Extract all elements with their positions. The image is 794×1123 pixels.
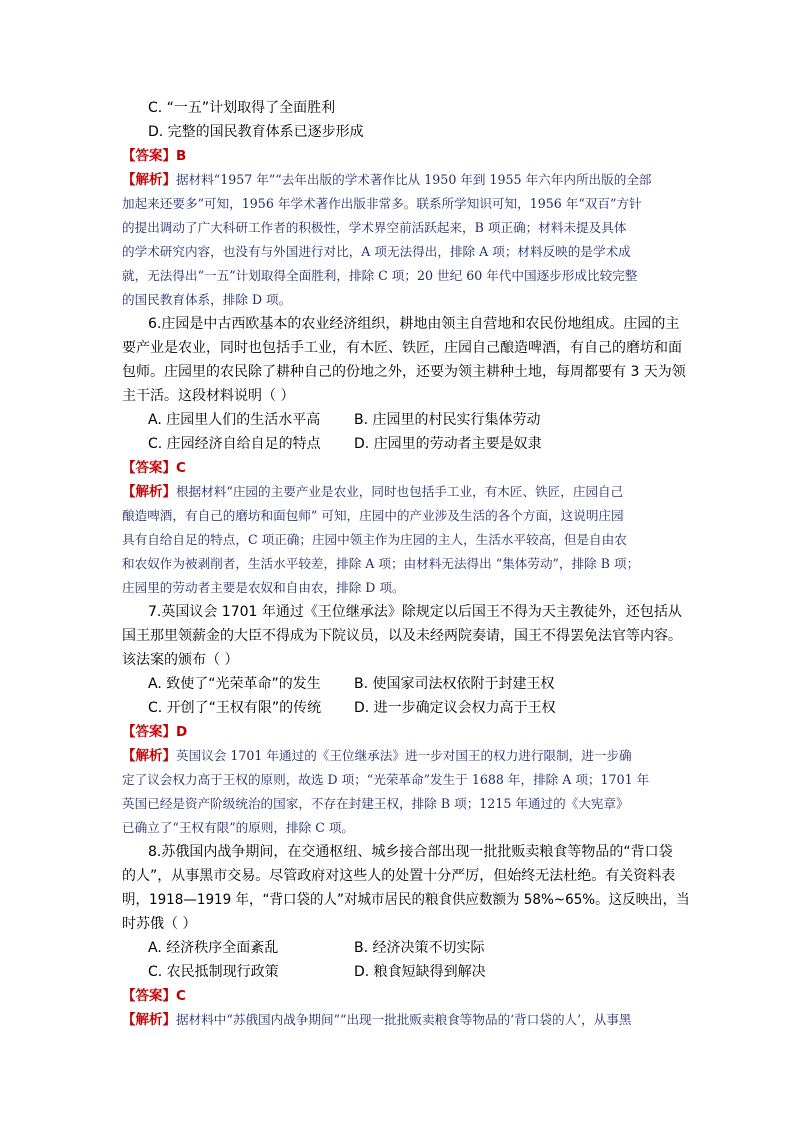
q8-option-c: C. 农民抵制现行政策 xyxy=(148,964,279,980)
analysis-label: 【解析】 xyxy=(122,172,176,188)
q6-option-d: D. 庄园里的劳动者主要是奴隶 xyxy=(354,436,542,452)
answer-value: C xyxy=(176,988,186,1004)
q7-analysis-line-3: 英国已经是资产阶级统治的国家，不存在封建王权，排除 B 项；1215 年通过的《大宪章》 xyxy=(122,796,629,811)
q6-stem-line-4: 主干活。这段材料说明（ ） xyxy=(122,388,295,404)
q6-option-b: B. 庄园里的村民实行集体劳动 xyxy=(354,412,541,428)
q8-stem-line-2: 的人”，从事黑市交易。尽管政府对这些人的处置十分严厉，但始终无法杜绝。有关资料表 xyxy=(122,868,676,884)
q7-option-a: A. 致使了“光荣革命”的发生 xyxy=(148,676,321,692)
answer-value: B xyxy=(176,148,187,164)
q6-analysis-line-4: 和农奴作为被剥削者，生活水平较差，排除 A 项；由材料无法得出 “集体劳动”，排除 B 项； xyxy=(122,556,640,571)
q8-analysis-line-1: 【解析】据材料中“苏俄国内战争期间”“出现一批批贩卖粮食等物品的‘背口袋的人’，从事黑 xyxy=(122,1012,632,1028)
q6-analysis-line-2: 酿造啤酒，有自己的磨坊和面包师” 可知，庄园中的产业涉及生活的各个方面，这说明庄园 xyxy=(122,508,624,523)
q6-stem-line-2: 要产业是农业，同时也包括手工业，有木匠、铁匠，庄园自己酿造啤酒，有自己的磨坊和面 xyxy=(122,340,682,356)
q5-answer xyxy=(122,146,186,166)
q7-stem-line-2: 国王那里领薪金的大臣不得成为下院议员，以及未经两院奏请，国王不得罢免法官等内容。 xyxy=(122,628,682,644)
q5-analysis-line-3: 的提出调动了广大科研工作者的积极性，学术界空前活跃起来，B 项正确；材料未提及具体 xyxy=(122,220,627,235)
q7-option-b: B. 使国家司法权依附于封建王权 xyxy=(354,676,555,692)
analysis-label: 【解析】 xyxy=(122,484,176,500)
q5-analysis-line-4: 的学术研究内容，也没有与外国进行对比，A 项无法得出，排除 A 项；材料反映的是学术成 xyxy=(122,244,631,259)
q7-answer xyxy=(122,722,187,742)
q7-option-c: C. 开创了“王权有限”的传统 xyxy=(148,700,322,716)
q7-analysis-line-4: 已确立了“王权有限”的原则，排除 C 项。 xyxy=(122,820,355,835)
analysis-label: 【解析】 xyxy=(122,748,176,764)
q5-analysis-line-6: 的国民教育体系，排除 D 项。 xyxy=(122,292,292,307)
q6-stem-line-3: 包师。庄园里的农民除了耕种自己的份地之外，还要为领主耕种土地，每周都要有 3 天为领 xyxy=(122,364,686,380)
q8-stem-line-4: 时苏俄（ ） xyxy=(122,916,197,932)
analysis-label: 【解析】 xyxy=(122,1012,176,1028)
q6-option-a: A. 庄园里人们的生活水平高 xyxy=(148,412,321,428)
answer-label: 【答案】 xyxy=(122,460,176,476)
q8-answer xyxy=(122,986,186,1006)
q7-stem-line-1: 7.英国议会 1701 年通过《王位继承法》除规定以后国王不得为天主教徒外，还包括从 xyxy=(148,604,682,620)
answer-label: 【答案】 xyxy=(122,988,176,1004)
q8-option-b: B. 经济决策不切实际 xyxy=(354,940,485,956)
q5-option-c: C. “一五”计划取得了全面胜利 xyxy=(148,100,336,116)
q7-stem-line-3: 该法案的颁布（ ） xyxy=(122,652,239,668)
q6-option-c: C. 庄园经济自给自足的特点 xyxy=(148,436,321,452)
answer-label: 【答案】 xyxy=(122,148,176,164)
q6-analysis-line-5: 庄园里的劳动者主要是农奴和自由农，排除 D 项。 xyxy=(122,580,405,595)
q8-option-a: A. 经济秩序全面紊乱 xyxy=(148,940,279,956)
q7-option-d: D. 进一步确定议会权力高于王权 xyxy=(354,700,556,716)
answer-value: D xyxy=(176,724,188,740)
answer-label: 【答案】 xyxy=(122,724,176,740)
q5-analysis-line-2: 加起来还要多”可知，1956 年学术著作出版非常多。联系所学知识可知，1956 年“双百”方针 xyxy=(122,196,642,211)
q7-analysis-line-1: 【解析】英国议会 1701 年通过的《王位继承法》进一步对国王的权力进行限制，进一步确 xyxy=(122,748,632,764)
q8-stem-line-3: 明，1918—1919 年，“背口袋的人”对城市居民的粮食供应数额为 58%~65%。这反映出，当 xyxy=(122,892,690,908)
q8-option-d: D. 粮食短缺得到解决 xyxy=(354,964,486,980)
answer-value: C xyxy=(176,460,186,476)
q5-option-d: D. 完整的国民教育体系已逐步形成 xyxy=(148,124,364,140)
q7-analysis-line-2: 定了议会权力高于王权的原则，故选 D 项；“光荣革命”发生于 1688 年，排除 A 项；1701 年 xyxy=(122,772,650,787)
q6-analysis-line-1: 【解析】根据材料“庄园的主要产业是农业，同时也包括手工业，有木匠、铁匠，庄园自己 xyxy=(122,484,624,500)
q8-stem-line-1: 8.苏俄国内战争期间，在交通枢纽、城乡接合部出现一批批贩卖粮食等物品的“背口袋 xyxy=(148,844,673,860)
q6-answer xyxy=(122,458,186,478)
q5-analysis-line-5: 就，无法得出“一五”计划取得全面胜利，排除 C 项；20 世纪 60 年代中国逐步形成比较完整 xyxy=(122,268,638,283)
q6-stem-line-1: 6.庄园是中古西欧基本的农业经济组织，耕地由领主自营地和农民份地组成。庄园的主 xyxy=(148,316,680,332)
q5-analysis-line-1: 【解析】据材料“1957 年”“去年出版的学术著作比从 1950 年到 1955 年六年内所出版的全部 xyxy=(122,172,652,188)
q6-analysis-line-3: 具有自给自足的特点，C 项正确；庄园中领主作为庄园的主人，生活水平较高，但是自由农 xyxy=(122,532,627,547)
